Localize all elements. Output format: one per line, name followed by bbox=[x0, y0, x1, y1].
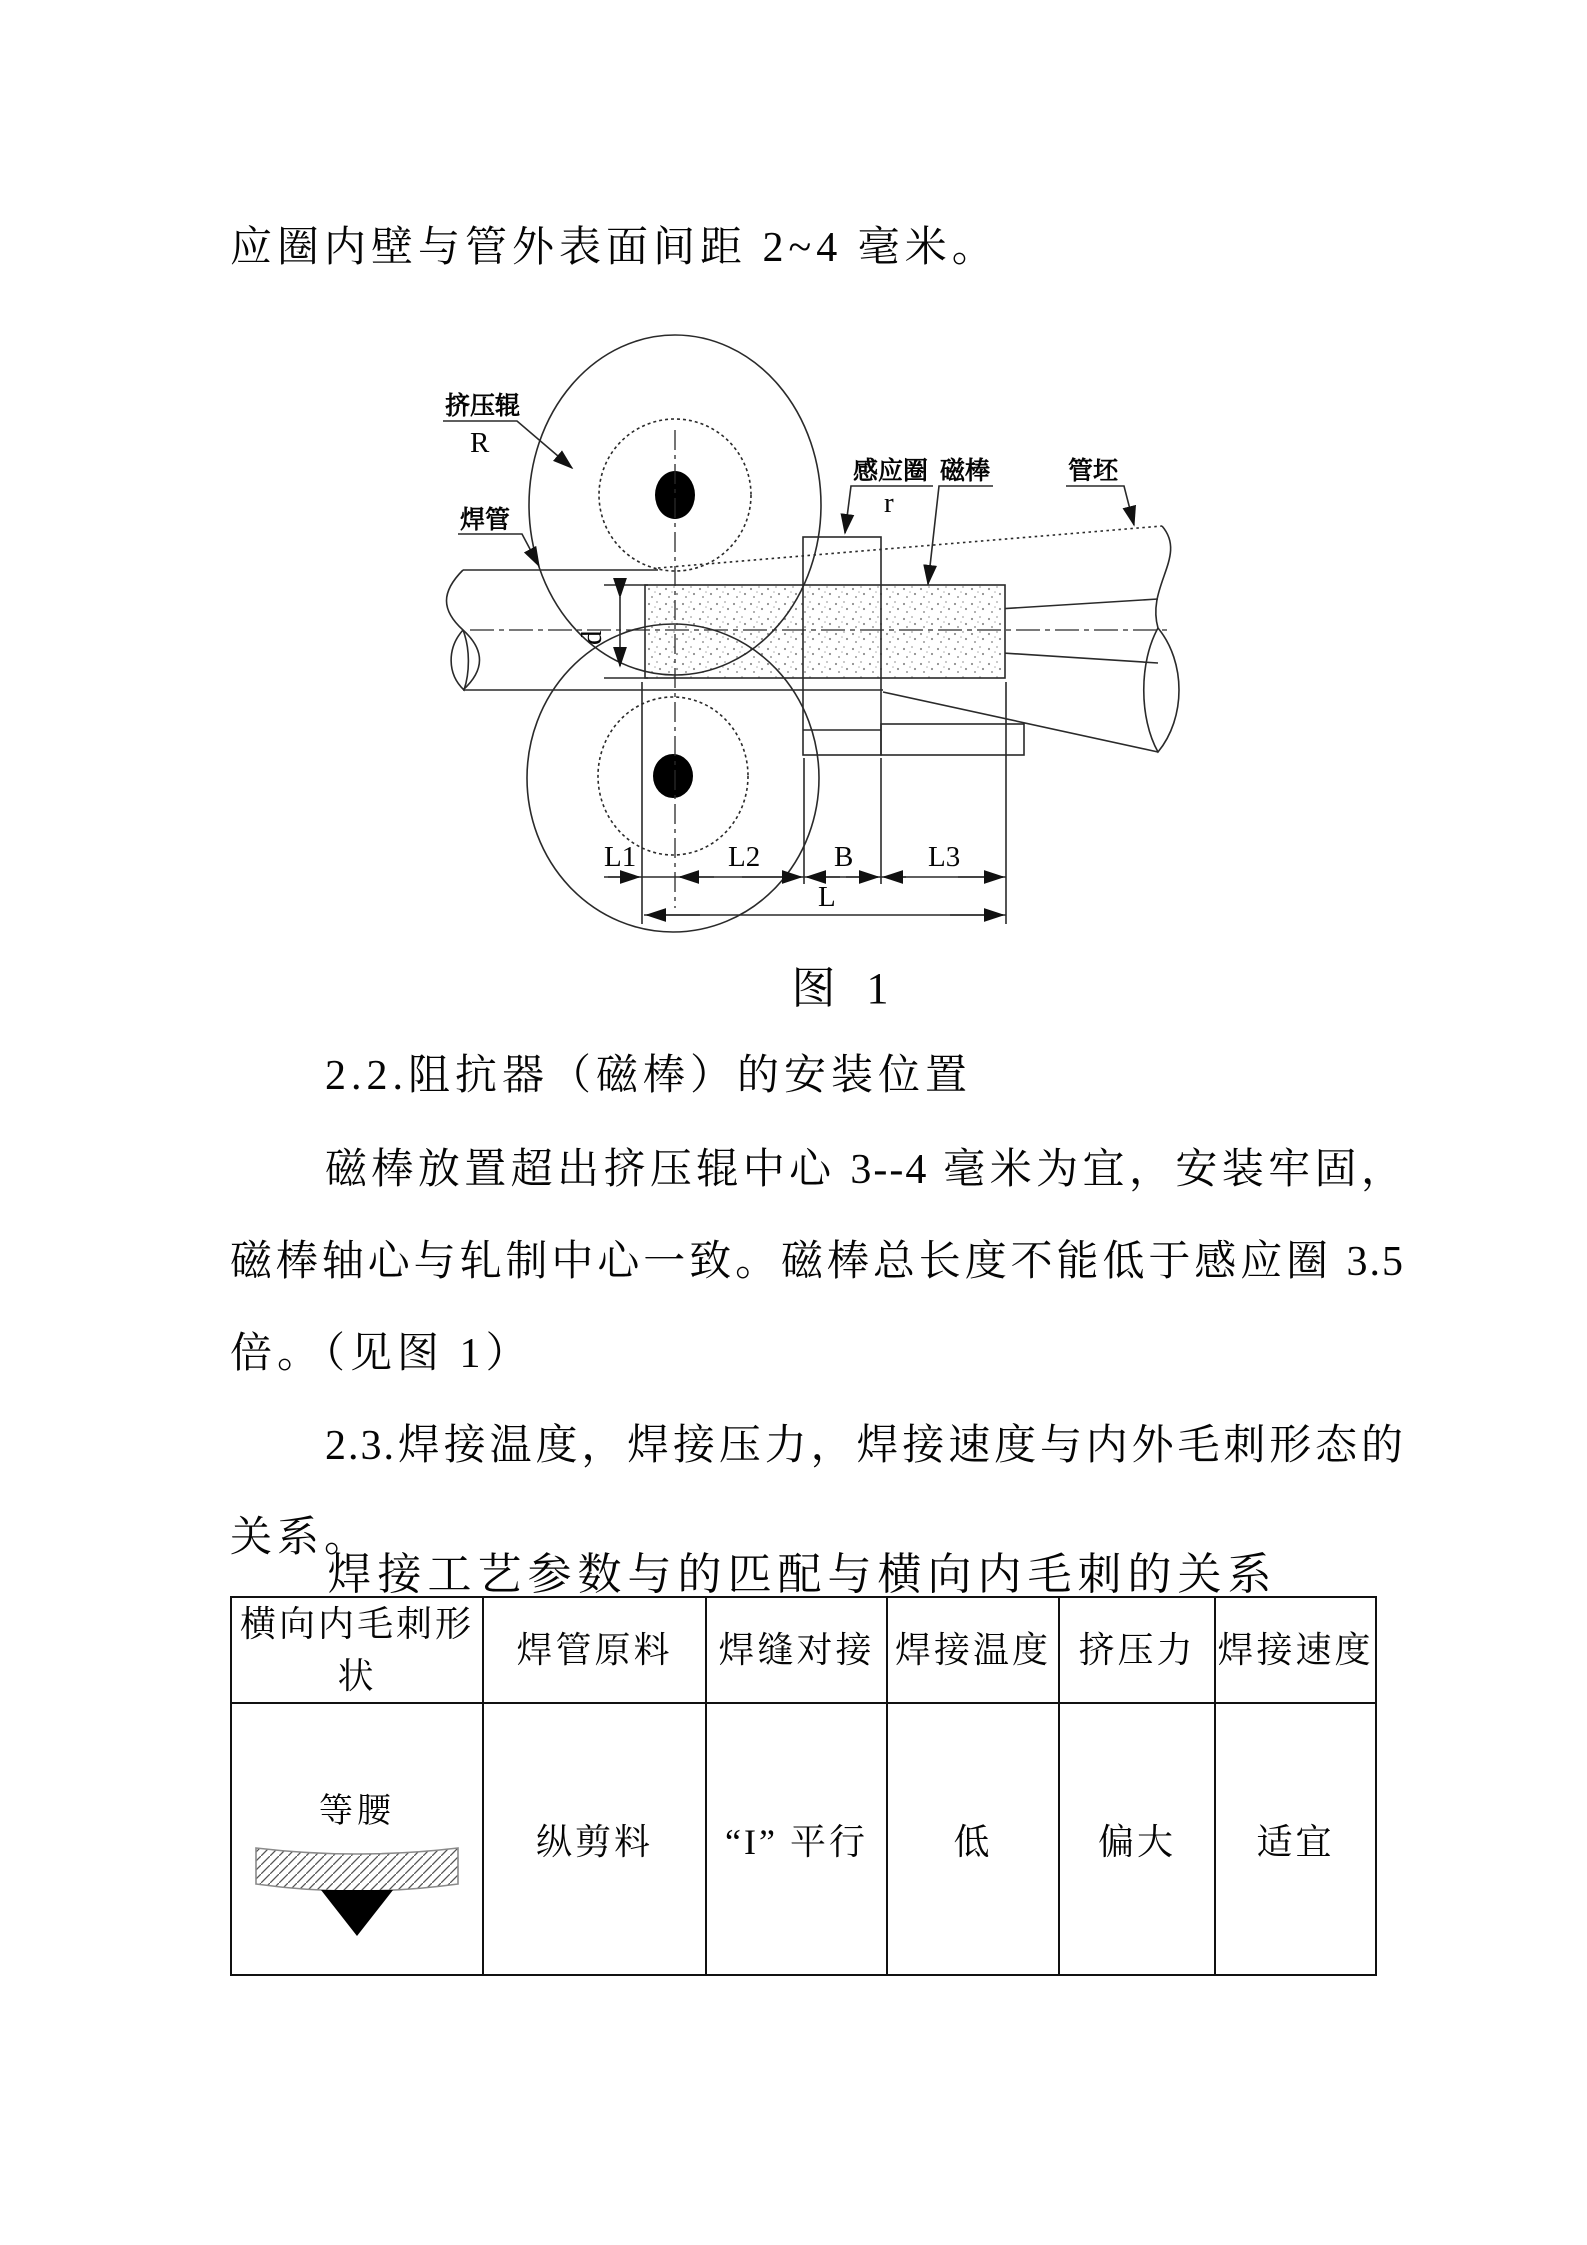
burr-shape-drawing bbox=[252, 1838, 462, 1940]
burr-shape-label: 等腰 bbox=[319, 1792, 395, 1830]
label-dim-l: L bbox=[818, 881, 836, 913]
label-induction-coil-symbol: r bbox=[884, 487, 894, 519]
blank-bottom-edge bbox=[883, 692, 1158, 752]
label-squeeze-roller-symbol: R bbox=[470, 427, 490, 459]
cell-speed: 适宜 bbox=[1215, 1703, 1376, 1975]
header-weld-speed: 焊接速度 bbox=[1215, 1597, 1376, 1703]
table-header-row bbox=[231, 1597, 1376, 1703]
para-2-2-line2: 磁棒轴心与轧制中心一致。磁棒总长度不能低于感应圈 3.5 bbox=[230, 1239, 1405, 1285]
label-squeeze-roller: 挤压辊 bbox=[445, 392, 521, 420]
blank-right-break-lens bbox=[1144, 628, 1179, 752]
para-2-2-line1: 磁棒放置超出挤压辊中心 3--4 毫米为宜，安装牢固， bbox=[325, 1147, 1405, 1193]
header-weld-temperature: 焊接温度 bbox=[887, 1597, 1059, 1703]
bottom-roller-axis-dot bbox=[653, 754, 693, 798]
leader-magnetic-rod bbox=[928, 486, 993, 584]
label-magnetic-rod: 磁棒 bbox=[940, 457, 991, 485]
label-induction-coil: 感应圈 bbox=[853, 457, 929, 485]
blank-right-break-s bbox=[1156, 526, 1171, 628]
label-dim-b: B bbox=[834, 841, 854, 873]
leader-tube-blank bbox=[1066, 486, 1134, 525]
blank-top-edge bbox=[658, 526, 1162, 568]
leader-welded-pipe bbox=[458, 534, 539, 566]
figure-caption: 图 1 bbox=[791, 964, 899, 1013]
magnetic-rod-bar bbox=[645, 585, 1005, 678]
intro-line: 应圈内壁与管外表面间距 2~4 毫米。 bbox=[230, 225, 999, 271]
cell-temperature: 低 bbox=[887, 1703, 1059, 1975]
pipe-left-break-lens bbox=[451, 630, 468, 690]
table-title: 焊接工艺参数与的匹配与横向内毛刺的关系 bbox=[327, 1550, 1278, 1599]
label-welded-pipe: 焊管 bbox=[460, 506, 511, 534]
burr-triangle bbox=[321, 1890, 393, 1936]
header-squeeze-force: 挤压力 bbox=[1059, 1597, 1215, 1703]
diagram-linework bbox=[443, 335, 1179, 932]
table-row bbox=[231, 1703, 1376, 1975]
figure-1-diagram bbox=[300, 320, 1240, 945]
induction-coil-flange bbox=[881, 724, 1024, 755]
leader-squeeze-roller bbox=[443, 421, 572, 468]
cell-burr-shape bbox=[231, 1703, 483, 1975]
cell-seam-butt: “I” 平行 bbox=[706, 1703, 887, 1975]
burr-band-hatched bbox=[256, 1848, 458, 1891]
header-burr-shape: 横向内毛刺形状 bbox=[231, 1597, 483, 1703]
heading-2-3-line2: 关系。 bbox=[230, 1515, 372, 1561]
label-dim-l2: L2 bbox=[728, 841, 761, 873]
label-dim-l3: L3 bbox=[928, 841, 961, 873]
para-2-2-line3: 倍。（见图 1） bbox=[230, 1331, 533, 1377]
cell-material: 纵剪料 bbox=[483, 1703, 706, 1975]
header-seam-butt: 焊缝对接 bbox=[706, 1597, 887, 1703]
header-pipe-material: 焊管原料 bbox=[483, 1597, 706, 1703]
label-tube-blank: 管坯 bbox=[1068, 457, 1119, 485]
label-dim-l1: L1 bbox=[604, 841, 637, 873]
parameters-table bbox=[230, 1596, 1377, 1976]
label-dim-d: d bbox=[576, 630, 608, 645]
heading-2-2: 2.2.阻抗器（磁棒）的安装位置 bbox=[325, 1053, 973, 1099]
heading-2-3-line1: 2.3.焊接温度，焊接压力，焊接速度与内外毛刺形态的 bbox=[325, 1423, 1405, 1469]
cell-pressure: 偏大 bbox=[1059, 1703, 1215, 1975]
